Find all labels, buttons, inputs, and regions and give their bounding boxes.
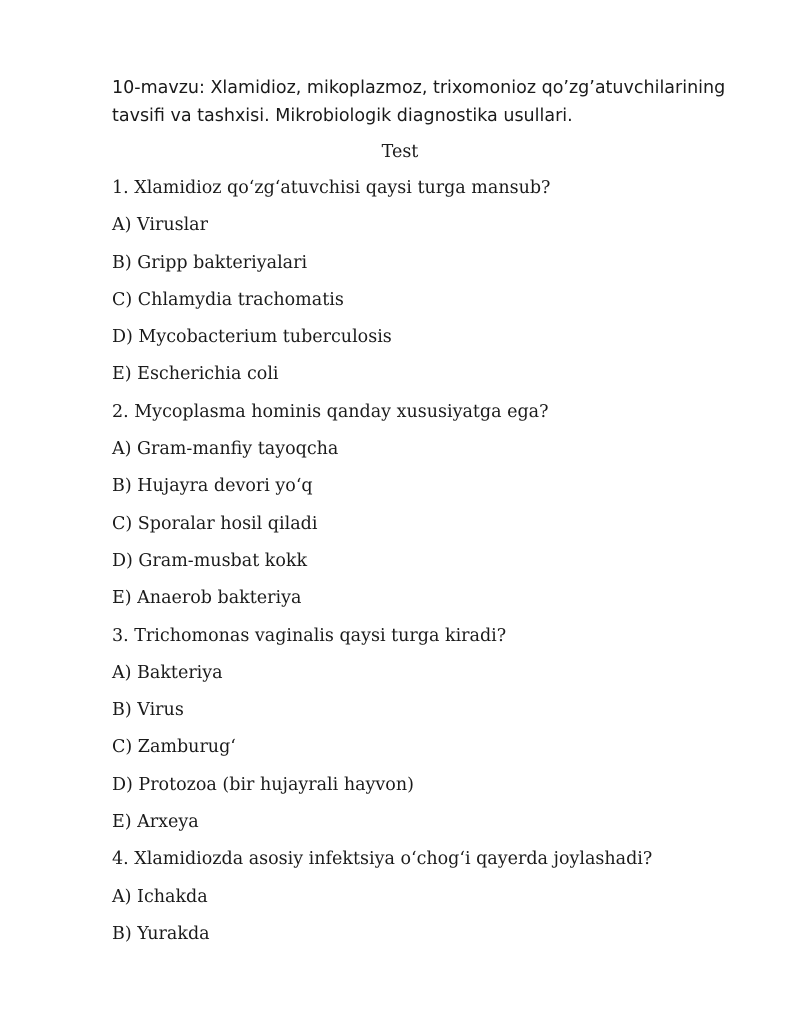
question-3-option-e: E) Arxeya (112, 812, 199, 833)
question-1-option-e: E) Escherichia coli (112, 364, 279, 385)
topic-heading: 10-mavzu: Xlamidioz, mikoplazmoz, trixomonioz qo’zg’atuvchilarining tavsifi va tashxisi. Mikrobiologik diagnostika usullari. (112, 78, 726, 126)
question-3: 3. Trichomonas vaginalis qaysi turga kiradi? (112, 625, 507, 646)
question-2-option-a: A) Gram-manfiy tayoqcha (112, 439, 339, 460)
question-3-option-c: C) Zamburug‘ (112, 737, 236, 758)
question-2-option-c: C) Sporalar hosil qiladi (112, 513, 318, 534)
question-2-option-b: B) Hujayra devori yo‘q (112, 476, 313, 497)
question-3-option-d: D) Protozoa (bir hujayrali hayvon) (112, 774, 414, 795)
test-subtitle: Test (381, 142, 419, 162)
question-2-option-d: D) Gram-musbat kokk (112, 550, 308, 571)
question-4-option-a: A) Ichakda (112, 886, 208, 907)
question-4-option-b: B) Yurakda (112, 923, 210, 944)
question-4: 4. Xlamidiozda asosiy infektsiya o‘chog‘i qayerda joylashadi? (112, 849, 653, 870)
question-3-option-a: A) Bakteriya (112, 662, 223, 683)
question-1-option-d: D) Mycobacterium tuberculosis (112, 327, 392, 348)
question-1-option-c: C) Chlamydia trachomatis (112, 289, 344, 310)
question-2-option-e: E) Anaerob bakteriya (112, 588, 302, 609)
question-2: 2. Mycoplasma hominis qanday xususiyatga ega? (112, 401, 549, 422)
question-3-option-b: B) Virus (112, 700, 184, 721)
question-1: 1. Xlamidioz qo‘zg‘atuvchisi qaysi turga mansub? (112, 178, 551, 198)
quiz-body (112, 176, 752, 959)
question-1-option-a: A) Viruslar (112, 215, 208, 236)
question-1-option-b: B) Gripp bakteriyalari (112, 252, 308, 273)
